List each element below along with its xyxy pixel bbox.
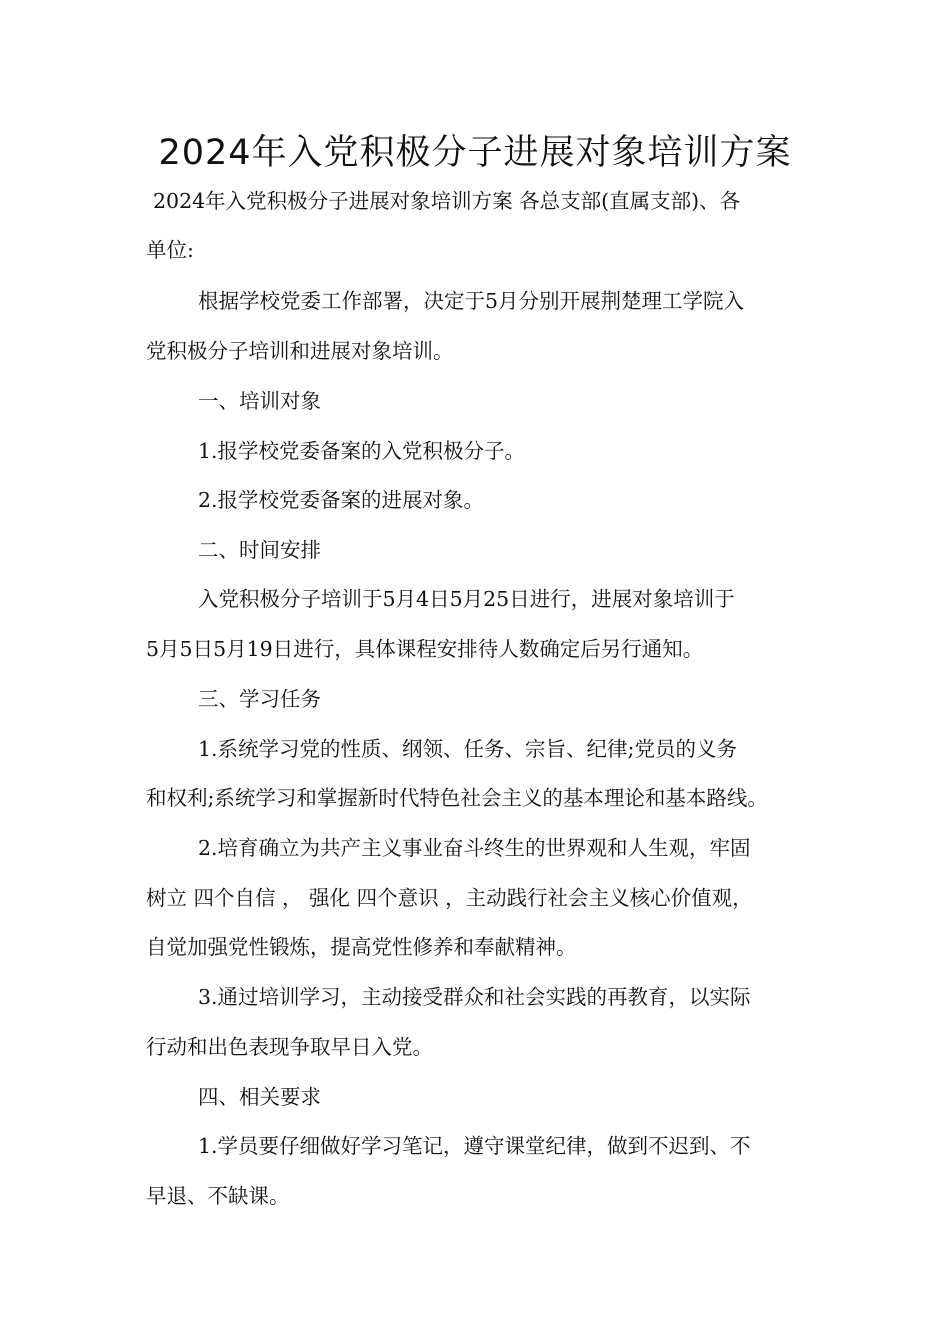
paragraph-line: 早退、不缺课。 <box>146 1184 290 1208</box>
section-heading-3: 三、学习任务 <box>198 687 321 711</box>
paragraph-line: 树立 四个自信 ， 强化 四个意识 ，主动践行社会主义核心价值观， <box>146 886 753 910</box>
paragraph-line: 5月5日5月19日进行，具体课程安排待人数确定后另行通知。 <box>146 637 704 661</box>
paragraph-line: 根据学校党委工作部署，决定于5月分别开展荆楚理工学院入 <box>198 289 745 313</box>
list-item: 2.报学校党委备案的进展对象。 <box>198 488 485 512</box>
list-item: 1.报学校党委备案的入党积极分子。 <box>198 439 526 463</box>
section-heading-2: 二、时间安排 <box>198 538 321 562</box>
paragraph-line: 和权利;系统学习和掌握新时代特色社会主义的基本理论和基本路线。 <box>146 786 768 810</box>
paragraph-line: 行动和出色表现争取早日入党。 <box>146 1035 433 1059</box>
paragraph-line: 党积极分子培训和进展对象培训。 <box>146 339 454 363</box>
section-heading-4: 四、相关要求 <box>198 1085 321 1109</box>
section-heading-1: 一、培训对象 <box>198 389 321 413</box>
intro-line-1: 2024年入党积极分子进展对象培训方案 各总支部(直属支部)、各 <box>153 189 741 213</box>
list-item: 1.系统学习党的性质、纲领、任务、宗旨、纪律;党员的义务 <box>198 737 737 761</box>
list-item: 2.培育确立为共产主义事业奋斗终生的世界观和人生观，牢固 <box>198 836 751 860</box>
list-item: 3.通过培训学习，主动接受群众和社会实践的再教育，以实际 <box>198 985 751 1009</box>
paragraph-line: 入党积极分子培训于5月4日5月25日进行，进展对象培训于 <box>198 587 735 611</box>
list-item: 1.学员要仔细做好学习笔记，遵守课堂纪律，做到不迟到、不 <box>198 1134 751 1158</box>
document-title: 2024年入党积极分子进展对象培训方案 <box>158 133 792 173</box>
intro-line-2: 单位: <box>146 238 194 262</box>
paragraph-line: 自觉加强党性锻炼，提高党性修养和奉献精神。 <box>146 935 577 959</box>
